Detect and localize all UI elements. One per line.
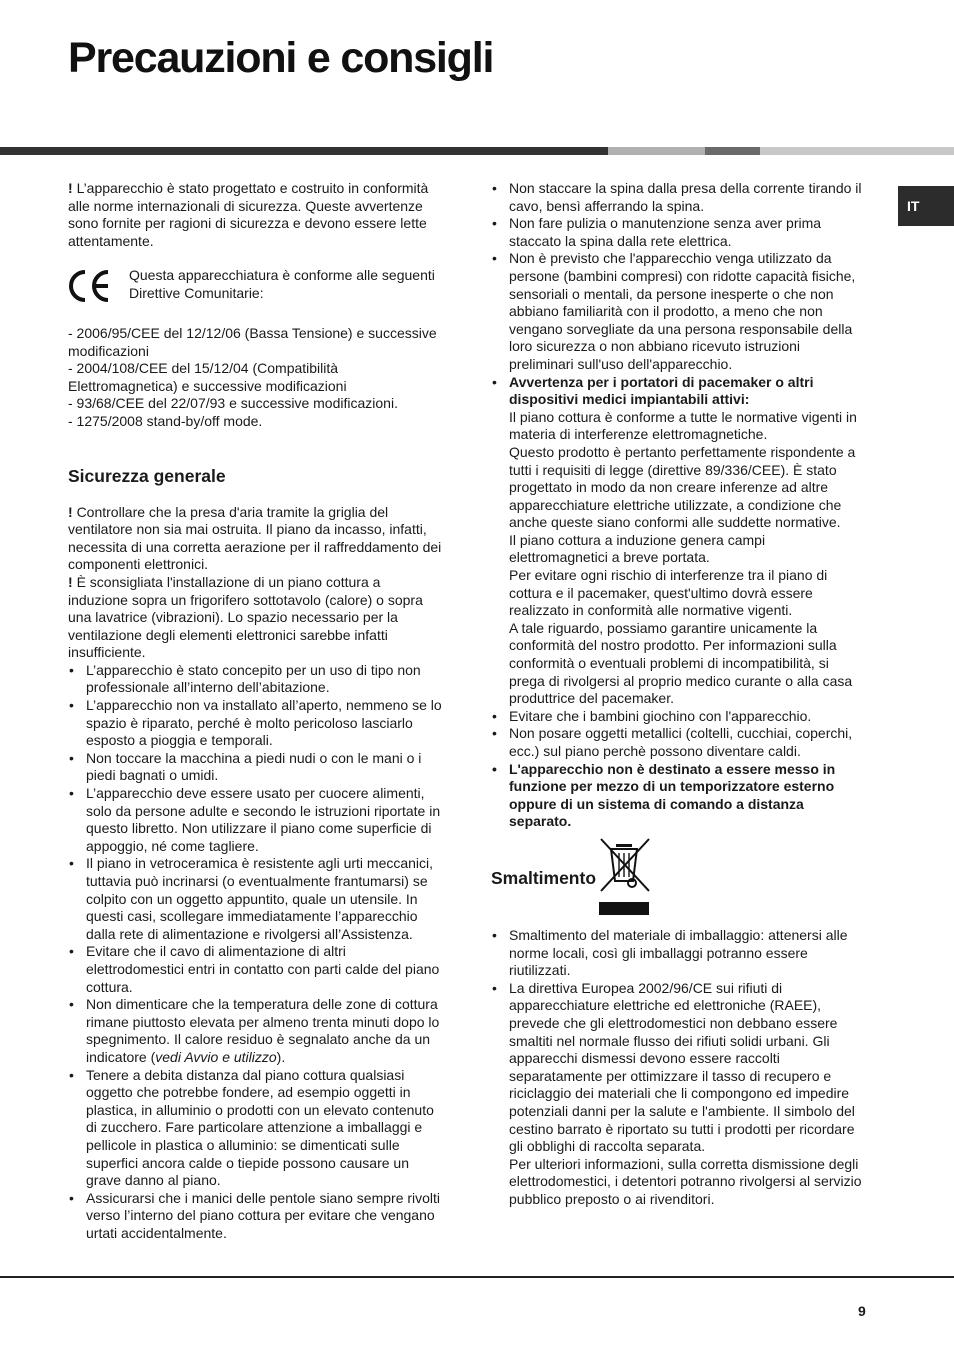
list-item: • Non toccare la macchina a piedi nudi o con le mani o i piedi bagnati o umidi. bbox=[68, 750, 444, 785]
ce-block bbox=[68, 267, 444, 308]
pacemaker-paragraph: Per evitare ogni rischio di interferenze tra il piano di cottura e il pacemaker, quest'ultimo dovrà essere realizzato in conformità alle normative vigenti. bbox=[509, 567, 828, 619]
list-item: • Assicurarsi che i manici delle pentole siano sempre rivolti verso l’interno del piano cottura per evitare che vengano urtati accidentalmente. bbox=[68, 1190, 444, 1243]
cross-reference: vedi Avvio e utilizzo bbox=[155, 1048, 277, 1065]
list-item-text: ). bbox=[276, 1048, 286, 1065]
warning-mark: ! bbox=[68, 503, 73, 520]
pacemaker-paragraph: Il piano cottura è conforme a tutte le normative vigenti in materia di interferenze elettromagnetiche. bbox=[509, 408, 857, 443]
list-item: • Evitare che il cavo di alimentazione di altri elettrodomestici entri in contatto con parti calde del piano cottura. bbox=[68, 943, 444, 996]
ce-mark-icon bbox=[68, 267, 129, 308]
list-item-text: • La direttiva Europea 2002/96/CE sui rifiuti di apparecchiature elettriche ed elettroniche (RAEE), prevede che gli elettrodomestici non debbano essere smaltiti nel normale flusso dei rifiuti solidi urbani. Gli apparecchi dismessi devono essere raccolti separatamente per ottimizzare il tasso di recupero e riciclaggio dei materiali che li compongono ed impedire potenziali danni per la salute e l'ambiente. Il simbolo del cestino barrato è riportato su tutti i prodotti per ricordare gli obblighi di raccolta separata. bbox=[509, 979, 855, 1155]
list-item-text: Per ulteriori informazioni, sulla corretta dismissione degli elettrodomestici, i detentori potranno rivolgersi al servizio pubblico preposto o ai rivenditori. bbox=[509, 1155, 862, 1207]
directives-list bbox=[68, 325, 444, 431]
weee-bin-icon bbox=[599, 837, 651, 915]
list-item: • Il piano in vetroceramica è resistente agli urti meccanici, tuttavia può incrinarsi (o eventualmente frantumarsi) se colpito con un oggetto appuntito, quale un utensile. In questi casi, scollegare immediatamente l’apparecchio dalla rete di alimentazione e rivolgersi all’Assistenza. bbox=[68, 855, 444, 943]
page-number: 9 bbox=[858, 1303, 866, 1319]
list-item-pacemaker bbox=[491, 374, 867, 708]
weee-bar bbox=[599, 902, 649, 915]
safety-list bbox=[68, 662, 444, 1243]
list-item: • Evitare che i bambini giochino con l'apparecchio. bbox=[491, 708, 867, 726]
list-item: • Non posare oggetti metallici (coltelli, cucchiai, coperchi, ecc.) sul piano perchè possono diventare caldi. bbox=[491, 725, 867, 760]
page-title: Precauzioni e consigli bbox=[68, 34, 494, 82]
warning-installation-text: È sconsigliata l'installazione di un piano cottura a induzione sopra un frigorifero sottotavolo (calore) o sopra una lavatrice (vibrazioni). Lo spazio necessario per la ventilazione degli elementi elettronici sarebbe infatti insufficiente. bbox=[68, 573, 423, 661]
section-heading-smaltimento: Smaltimento bbox=[491, 867, 597, 888]
list-item: • Non staccare la spina dalla presa della corrente tirando il cavo, bensì afferrando la spina. bbox=[491, 180, 867, 215]
header-band-light bbox=[608, 147, 705, 155]
warning-ventilation-text: Controllare che la presa d'aria tramite la griglia del ventilatore non sia mai ostruita. Il piano da incasso, infatti, necessita di una corretta aerazione per il raffreddamento dei componenti elettronici. bbox=[68, 503, 442, 573]
list-item: • Non è previsto che l'apparecchio venga utilizzato da persone (bambini compresi) con ridotte capacità fisiche, sensoriali o mentali, da persone inesperte o che non abbiano familiarità con il prodotto, a meno che non vengano sorvegliate da una persona responsabile della loro sicurezza o non abbiano ricevuto istruzioni preliminari sull'uso dell'apparecchio. bbox=[491, 250, 867, 373]
list-item: • L’apparecchio non va installato all’aperto, nemmeno se lo spazio è riparato, perché è molto pericoloso lasciarlo esposto a pioggia e temporali. bbox=[68, 697, 444, 750]
directive-item: - 2004/108/CEE del 15/12/04 (Compatibilità Elettromagnetica) e successive modificazioni bbox=[68, 360, 347, 394]
list-item: • Smaltimento del materiale di imballaggio: attenersi alle norme locali, così gli imballaggi potranno essere riutilizzati. bbox=[491, 927, 867, 980]
header-band-pale bbox=[760, 147, 954, 155]
pacemaker-paragraph: Il piano cottura a induzione genera campi elettromagnetici a breve portata. bbox=[509, 531, 766, 566]
smaltimento-header bbox=[491, 837, 867, 917]
left-column bbox=[68, 180, 444, 1242]
pacemaker-paragraph: A tale riguardo, possiamo garantire unicamente la conformità del nostro prodotto. Per informazioni sulla conformità o eventuali problemi di incompatibilità, si prega di rivolgersi al proprio medico curante o alla casa produttrice del pacemaker. bbox=[509, 619, 853, 707]
header-band-dark bbox=[0, 147, 608, 155]
pacemaker-paragraph: Questo prodotto è pertanto perfettamente rispondente a tutti i requisiti di legge (direttive 89/336/CEE). È stato progettato in modo da non creare inferenze ad altre apparecchiature elettriche utilizzate, a condizione che anche queste siano conformi alle suddette normative. bbox=[509, 443, 856, 531]
right-column bbox=[491, 180, 867, 1208]
pacemaker-heading: • Avvertenza per i portatori di pacemaker o altri dispositivi medici impiantabili attivi: bbox=[509, 373, 814, 408]
header-band-mid bbox=[705, 147, 760, 155]
list-item: • L’apparecchio è stato concepito per un uso di tipo non professionale all’interno dell’abitazione. bbox=[68, 662, 444, 697]
list-item: • Non fare pulizia o manutenzione senza aver prima staccato la spina dalla rete elettrica. bbox=[491, 215, 867, 250]
list-item-bold: • L'apparecchio non è destinato a essere messo in funzione per mezzo di un temporizzatore esterno oppure di un sistema di comando a distanza separato. bbox=[491, 761, 867, 831]
list-item: • L’apparecchio deve essere usato per cuocere alimenti, solo da persone adulte e secondo le istruzioni riportate in questo libretto. Non utilizzare il piano come superficie di appoggio, né come tagliere. bbox=[68, 785, 444, 855]
directive-item: - 2006/95/CEE del 12/12/06 (Bassa Tensione) e successive modificazioni bbox=[68, 324, 437, 359]
warning-ventilation bbox=[68, 504, 444, 574]
ce-text: Questa apparecchiatura è conforme alle seguenti Direttive Comunitarie: bbox=[129, 267, 435, 301]
directive-item: - 93/68/CEE del 22/07/93 e successive modificazioni. bbox=[68, 395, 398, 412]
warning-installation bbox=[68, 574, 444, 662]
language-tab: IT bbox=[898, 186, 954, 226]
warning-mark: ! bbox=[68, 180, 73, 196]
list-item-text: Non dimenticare che la temperatura delle zone di cottura rimane piuttosto elevata per almeno trenta minuti dopo lo spegnimento. Il calore residuo è segnalato anche da un indicatore ( bbox=[86, 996, 440, 1065]
section-heading-sicurezza: Sicurezza generale bbox=[68, 465, 226, 486]
list-item: • Tenere a debita distanza dal piano cottura qualsiasi oggetto che potrebbe fondere, ad esempio oggetti in plastica, in alluminio o prodotti con un elevato contenuto di zucchero. Fare particolare attenzione a imballaggi e pellicole in plastica o alluminio: se dimenticati sulle superfici ancora calde o tiepide possono causare un grave danno al piano. bbox=[68, 1067, 444, 1190]
safety-list-continued bbox=[491, 180, 867, 831]
directive-item: - 1275/2008 stand-by/off mode. bbox=[68, 412, 263, 429]
footer-rule bbox=[0, 1276, 954, 1278]
smaltimento-list bbox=[491, 927, 867, 1209]
list-item bbox=[491, 980, 867, 1209]
warning-mark: ! bbox=[68, 573, 73, 590]
list-item bbox=[68, 996, 444, 1066]
intro-text: L’apparecchio è stato progettato e costruito in conformità alle norme internazionali di sicurezza. Queste avvertenze sono fornite per ragioni di sicurezza e devono essere lette attentamente. bbox=[68, 180, 429, 249]
intro-paragraph bbox=[68, 180, 444, 250]
